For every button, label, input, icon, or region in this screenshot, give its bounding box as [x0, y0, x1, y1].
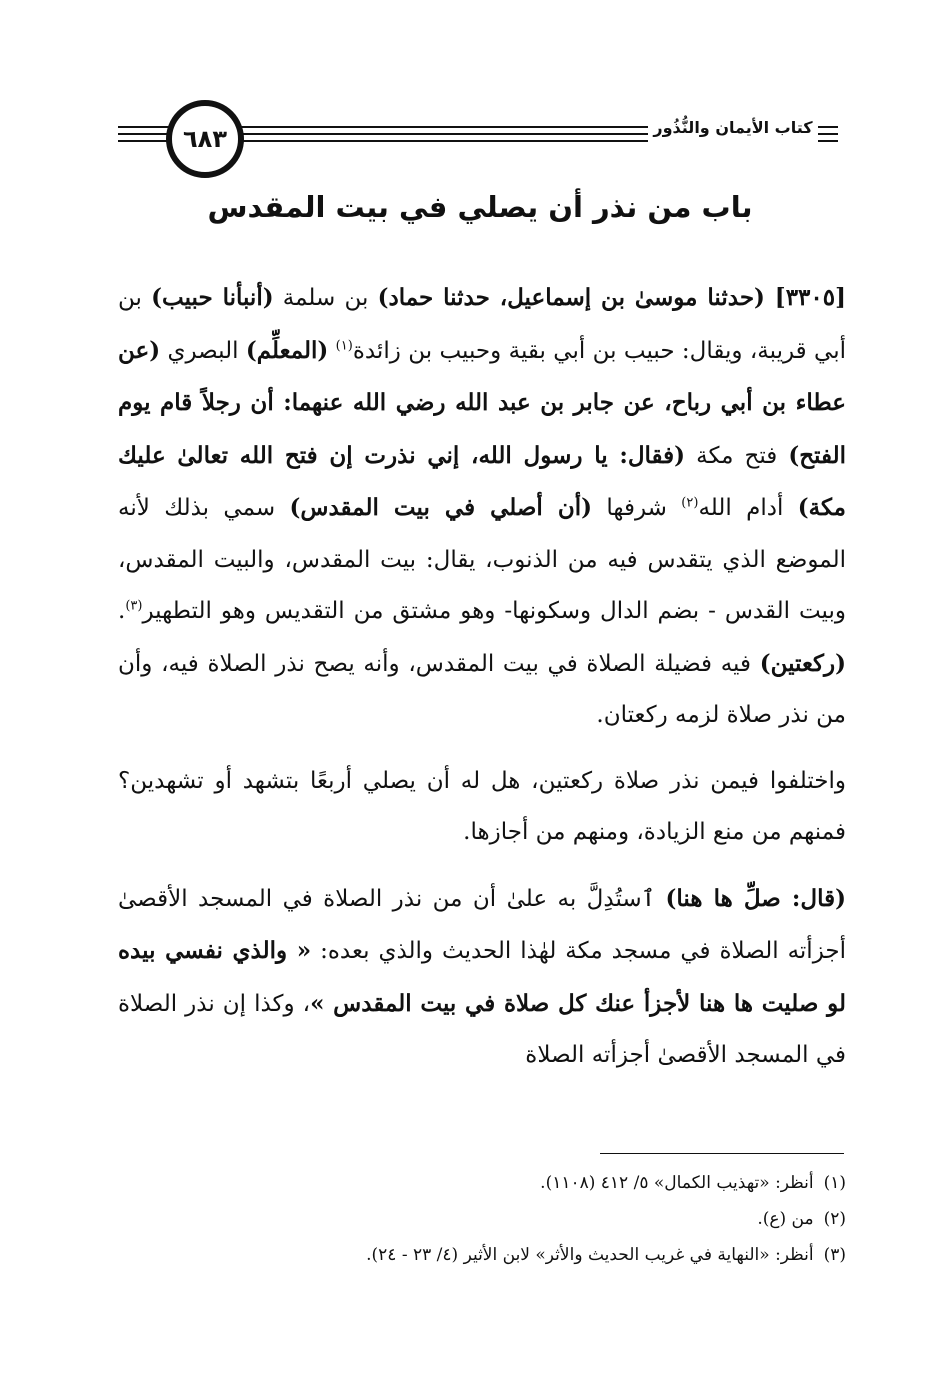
- header-rule: [228, 126, 648, 128]
- text-span: بن أبي قريبة، ويقال: حبيب بن أبي بقية وحبيب بن زائدة: [118, 285, 846, 364]
- bold-text: (فقال: يا رسول الله، إني نذرت إن فتح الله تعالىٰ عليك مكة): [118, 441, 846, 521]
- footnote-ref: (٢): [681, 495, 699, 511]
- text-span: [328, 338, 335, 364]
- text-span: .: [118, 598, 126, 624]
- text-span: شرفها: [592, 495, 682, 521]
- header-rule: [228, 133, 648, 135]
- text-span: أدام الله: [698, 495, 798, 521]
- running-title: كتاب الأيمان والنُّذُور: [653, 118, 813, 137]
- text-span: سمي بذلك لأنه الموضع الذي يتقدس فيه من الذنوب، يقال: بيت المقدس، والبيت المقدس، وبيت القدس - بضم الدال وسكونها- وهو مشتق من التقديس وهو التطهير: [118, 495, 846, 624]
- main-text: [118, 272, 846, 1096]
- bold-text: (أن أصلي في بيت المقدس): [289, 494, 593, 521]
- header-rule: [118, 133, 170, 135]
- text-span: واختلفوا فيمن نذر صلاة ركعتين، هل له أن يصلي أربعًا بتشهد أو تشهدين؟ فمنهم من منع الزيادة، ومنهم من أجازها.: [118, 767, 846, 845]
- footnote-number: (٢): [823, 1209, 846, 1229]
- bold-text: (عن عطاء بن أبي رباح، عن جابر بن عبد الله رضي الله عنهما: أن رجلاً قام يوم الفتح): [118, 336, 847, 469]
- text-span: فتح مكة: [685, 442, 789, 469]
- footnote: [118, 1201, 846, 1237]
- bold-text: (قال: صلِّ ها هنا): [665, 884, 846, 912]
- page-number: ٦٨٣: [166, 100, 244, 178]
- text-span: بن سلمة: [273, 285, 378, 311]
- footnote: [118, 1165, 846, 1201]
- footnote-text: من (ع).: [757, 1209, 814, 1229]
- header-rule: [118, 126, 170, 128]
- page-header: [118, 92, 838, 184]
- footnote: [118, 1237, 846, 1273]
- footnote-ref: (٣): [125, 598, 143, 614]
- text-span: فيه فضيلة الصلاة في بيت المقدس، وأنه يصح نذر الصلاة فيه، وأن من نذر صلاة لزمه ركعتان.: [118, 650, 846, 728]
- paragraph: [118, 756, 846, 859]
- header-rule: [118, 140, 170, 142]
- header-rule: [818, 140, 838, 142]
- footnote-number: (١): [823, 1173, 846, 1193]
- footnotes: [118, 1165, 846, 1273]
- footnote-number: (٣): [823, 1245, 846, 1265]
- paragraph: [118, 272, 846, 742]
- chapter-title: باب من نذر أن يصلي في بيت المقدس: [207, 190, 753, 224]
- header-rule: [818, 126, 838, 128]
- bold-text: « والذي نفسي بيده لو صليت ها هنا لأجزأ عنك كل صلاة في بيت المقدس »: [118, 937, 846, 1017]
- text-span: ، وكذا إن نذر الصلاة في المسجد الأقصىٰ أجزأته الصلاة: [118, 990, 846, 1068]
- bold-text: (ركعتين): [759, 649, 846, 677]
- paragraph: [118, 873, 846, 1082]
- header-rule: [818, 133, 838, 135]
- bold-text: [٣٣٠٥] (حدثنا موسىٰ بن إسماعيل، حدثنا حماد): [377, 284, 846, 311]
- header-rule: [228, 140, 648, 142]
- text-span: البصري: [160, 337, 246, 364]
- footnote-ref: (١): [335, 337, 353, 353]
- footnote-text: أنظر: «النهاية في غريب الحديث والأثر» لابن الأثير (٤/ ٢٣ - ٢٤).: [366, 1245, 814, 1265]
- bold-text: (أنبأنا حبيب): [151, 284, 274, 311]
- text-span: ٱستُدِلَّ به علىٰ أن من نذر الصلاة في المسجد الأقصىٰ أجزأته الصلاة في مسجد مكة لهٰذا الحديث والذي بعده:: [118, 885, 846, 964]
- bold-text: (المعلِّم): [245, 336, 329, 364]
- footnote-separator: [600, 1153, 844, 1154]
- footnote-text: أنظر: «تهذيب الكمال» ٥/ ٤١٢ (١١٠٨).: [540, 1173, 814, 1193]
